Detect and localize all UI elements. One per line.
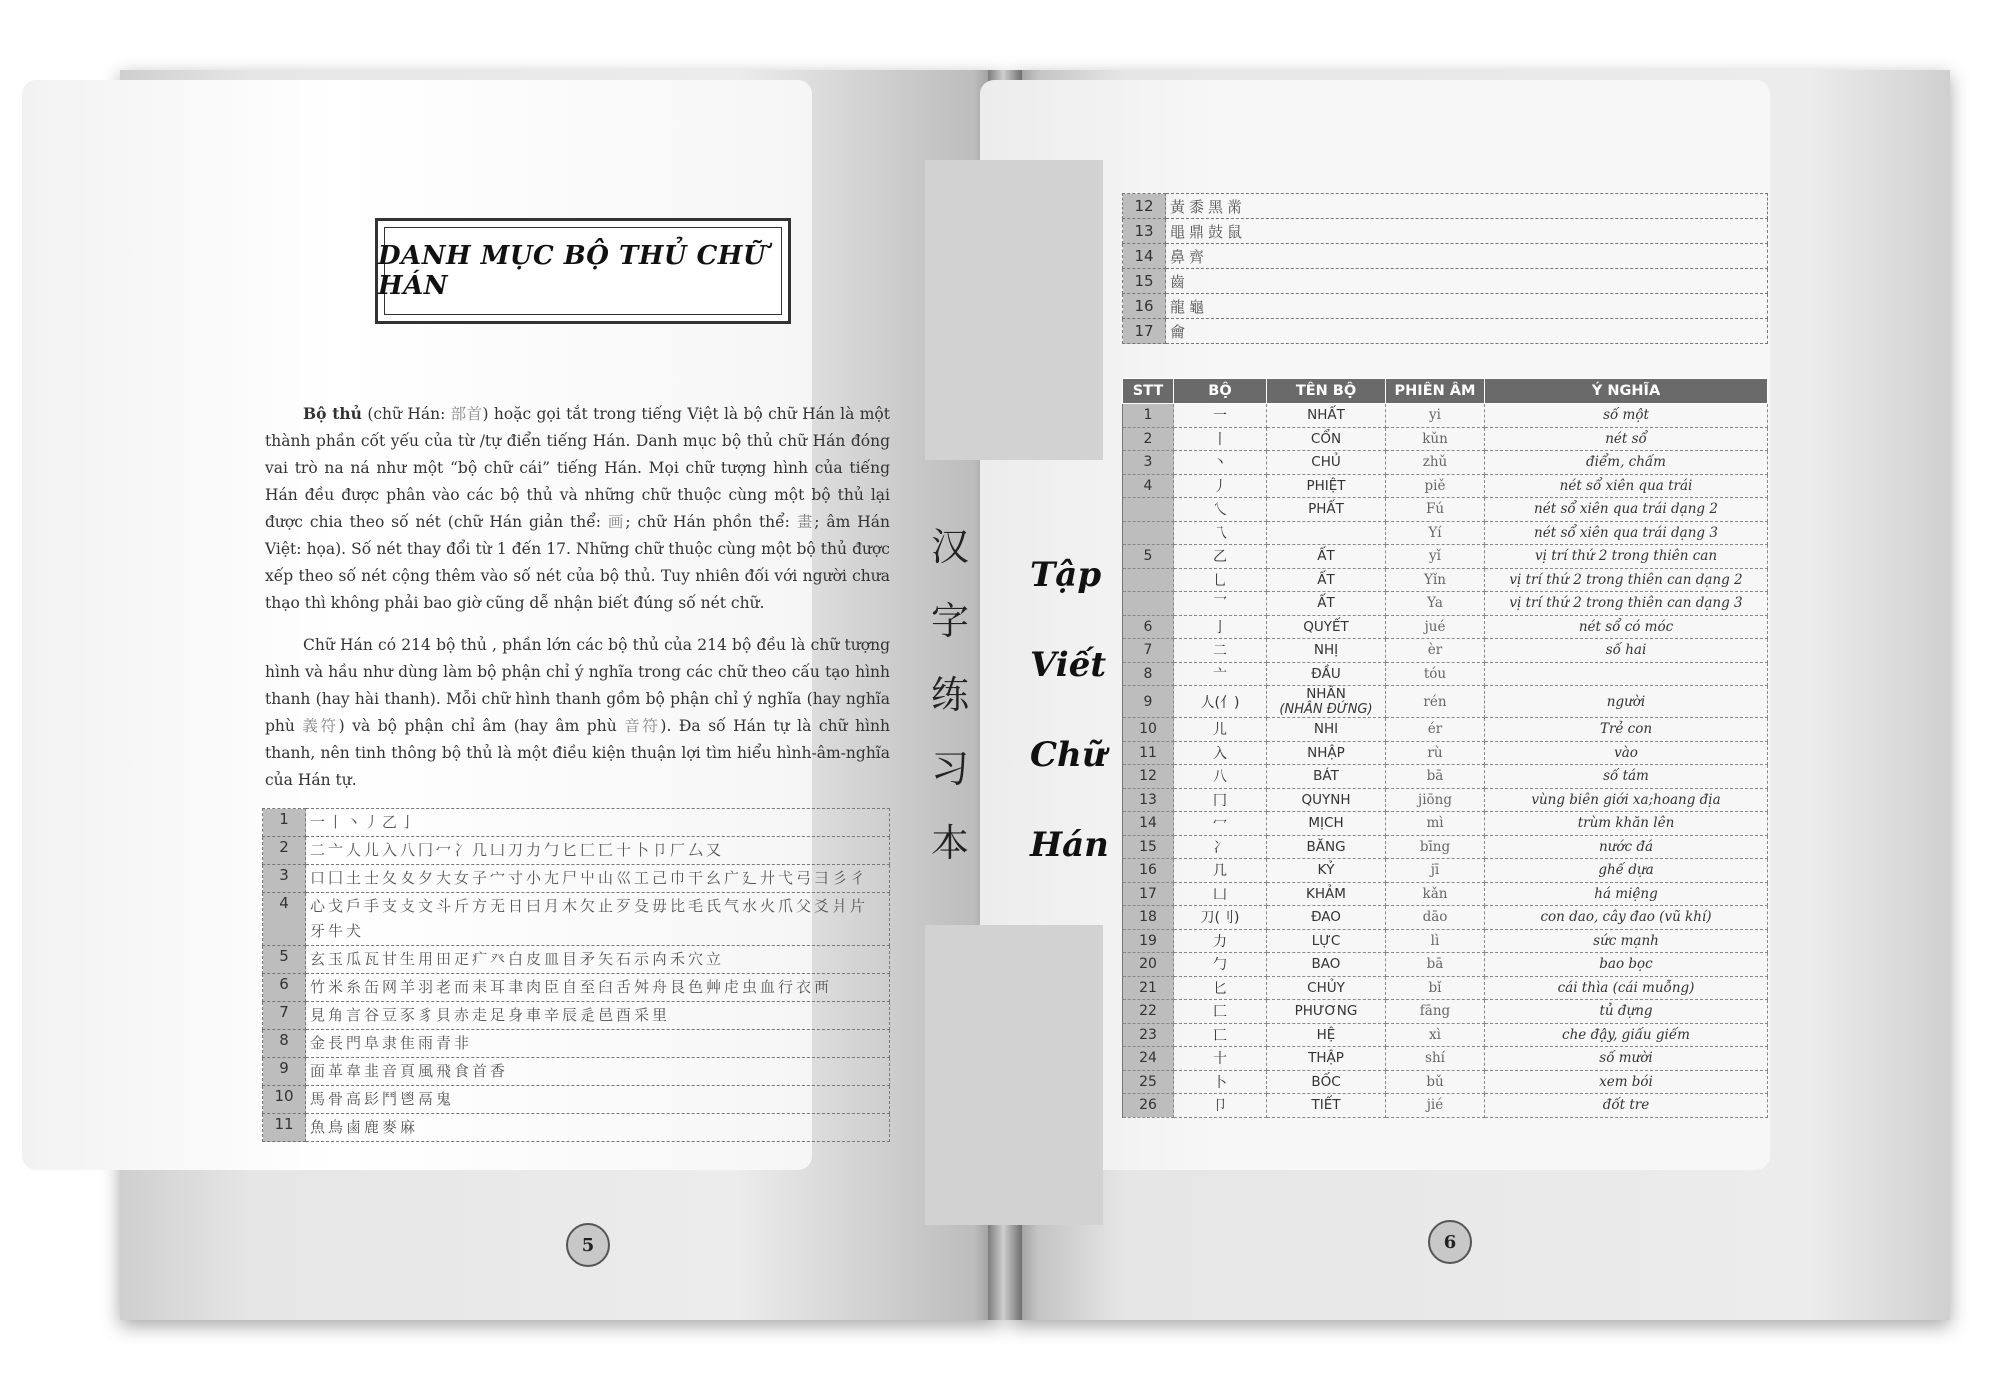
radical-meaning: số mười [1485, 1047, 1768, 1071]
radical-stt: 8 [1123, 662, 1174, 686]
radical-row [1123, 741, 1768, 765]
stroke-count: 17 [1123, 319, 1166, 344]
radical-stt: 13 [1123, 788, 1174, 812]
radical-char: 丨 [1174, 427, 1267, 451]
radical-name: CHỦY [1267, 976, 1386, 1000]
radical-stt: 2 [1123, 427, 1174, 451]
spine-vietnamese-title: Tập Viết Chữ Hán [1030, 555, 1109, 865]
radical-row [1123, 662, 1768, 686]
radical-list: 黃黍黑黹 [1166, 194, 1768, 219]
stroke-row [263, 1030, 890, 1058]
radical-list: 鼻齊 [1166, 244, 1768, 269]
radical-char: 冂 [1174, 788, 1267, 812]
radical-meaning: ghế dựa [1485, 859, 1768, 883]
radical-char: 卩 [1174, 1094, 1267, 1118]
radical-stt [1123, 568, 1174, 592]
radical-row [1123, 1047, 1768, 1071]
radical-pinyin: rén [1386, 686, 1485, 718]
radical-row [1123, 686, 1768, 718]
stroke-count: 4 [263, 893, 306, 946]
radical-char: 力 [1174, 929, 1267, 953]
radical-meaning: bao bọc [1485, 953, 1768, 977]
stroke-count-table-continued [1122, 193, 1768, 344]
radical-meaning: số tám [1485, 765, 1768, 789]
radical-pinyin: Ya [1386, 592, 1485, 616]
radical-list: 金長門阜隶隹雨青非 [306, 1030, 890, 1058]
radical-pinyin: ér [1386, 718, 1485, 742]
radical-char: 亠 [1174, 662, 1267, 686]
radical-stt: 26 [1123, 1094, 1174, 1118]
radical-row [1123, 953, 1768, 977]
radical-meaning: che đậy, giấu giếm [1485, 1023, 1768, 1047]
radical-list: 口囗土士夂夊夕大女子宀寸小尢尸屮山巛工己巾干幺广廴廾弋弓彐彡彳 [306, 865, 890, 893]
radical-list: 一丨丶丿乙亅 [306, 809, 890, 837]
radical-stt: 20 [1123, 953, 1174, 977]
radical-pinyin: Yǐn [1386, 568, 1485, 592]
radical-pinyin: xì [1386, 1023, 1485, 1047]
radical-pinyin: kǎn [1386, 882, 1485, 906]
radical-pinyin: yi [1386, 404, 1485, 428]
radical-pinyin: bǐ [1386, 976, 1485, 1000]
radical-pinyin: èr [1386, 639, 1485, 663]
radical-meaning: nước đá [1485, 835, 1768, 859]
stroke-count: 2 [263, 837, 306, 865]
stroke-count: 9 [263, 1058, 306, 1086]
radical-stt: 11 [1123, 741, 1174, 765]
spine-band-bottom [925, 925, 1103, 1225]
radical-pinyin: bā [1386, 953, 1485, 977]
radical-name: ĐAO [1267, 906, 1386, 930]
radical-row [1123, 929, 1768, 953]
radical-stt: 14 [1123, 812, 1174, 836]
radical-name-variant: (NHÂN ĐỨNG) [1279, 702, 1373, 717]
radical-stt: 4 [1123, 474, 1174, 498]
radical-row [1123, 568, 1768, 592]
radical-meaning: con dao, cây đao (vũ khí) [1485, 906, 1768, 930]
radical-name [1267, 686, 1386, 718]
radical-list: 魚鳥鹵鹿麥麻 [306, 1114, 890, 1142]
radical-list: 竹米糸缶网羊羽老而耒耳聿肉臣自至臼舌舛舟艮色艸虍虫血行衣襾 [306, 974, 890, 1002]
stroke-count: 14 [1123, 244, 1166, 269]
radical-char: 勹 [1174, 953, 1267, 977]
radical-stt: 16 [1123, 859, 1174, 883]
radical-meaning: há miệng [1485, 882, 1768, 906]
page-number-right: 6 [1428, 1220, 1472, 1264]
stroke-row [263, 1086, 890, 1114]
intro-paragraph-1: Bộ thủ (chữ Hán: 部首) hoặc gọi tắt trong tiếng Việt là bộ chữ Hán là một thành phần cốt yếu của từ /tự điển tiếng Hán. Danh mục bộ thủ chữ Hán đóng vai trò na ná như một “bộ chữ cái” tiếng Hán. Mọi chữ tượng hình của tiếng Hán đều được phân vào các bộ thủ và những chữ thuộc cùng một bộ thủ lại được chia theo số nét (chữ Hán giản thể: 画; chữ Hán phồn thể: 畫; âm Hán Việt: họa). Số nét thay đổi từ 1 đến 17. Những chữ thuộc cùng một bộ thủ được xếp theo số nét cộng thêm vào số nét của bộ thủ. Tuy nhiên đối với người chưa thạo thì không phải bao giờ cũng dễ nhận biết đúng số nét chữ. [265, 404, 890, 612]
radical-row [1123, 615, 1768, 639]
radical-name: HỆ [1267, 1023, 1386, 1047]
radical-name: NHẤT [1267, 404, 1386, 428]
radical-name-main: NHÂN [1306, 686, 1346, 702]
radical-name: QUYẾT [1267, 615, 1386, 639]
header-stt: STT [1123, 379, 1174, 404]
radical-name: CỔN [1267, 427, 1386, 451]
stroke-row [263, 809, 890, 837]
radical-list: 龍龜 [1166, 294, 1768, 319]
stroke-count: 11 [263, 1114, 306, 1142]
radical-row [1123, 788, 1768, 812]
radical-name: NHỊ [1267, 639, 1386, 663]
page-number-left: 5 [566, 1223, 610, 1267]
radical-name: PHƯƠNG [1267, 1000, 1386, 1024]
radical-char: 乀 [1174, 498, 1267, 522]
radical-char: 亅 [1174, 615, 1267, 639]
radical-name: LỰC [1267, 929, 1386, 953]
radical-pinyin: bīng [1386, 835, 1485, 859]
radical-meaning: Trẻ con [1485, 718, 1768, 742]
stroke-count: 6 [263, 974, 306, 1002]
radical-meaning: vào [1485, 741, 1768, 765]
radical-pinyin: mì [1386, 812, 1485, 836]
radical-row [1123, 521, 1768, 545]
stroke-row [263, 893, 890, 946]
radical-pinyin: jué [1386, 615, 1485, 639]
radical-pinyin: lì [1386, 929, 1485, 953]
stroke-count: 7 [263, 1002, 306, 1030]
radical-meaning: nét sổ [1485, 427, 1768, 451]
header-y-nghia: Ý NGHĨA [1485, 379, 1768, 404]
header-phien-am: PHIÊN ÂM [1386, 379, 1485, 404]
radical-name: NHI [1267, 718, 1386, 742]
radical-meaning: vị trí thứ 2 trong thiên can dạng 3 [1485, 592, 1768, 616]
radical-char: 二 [1174, 639, 1267, 663]
radical-list: 面革韋韭音頁風飛食首香 [306, 1058, 890, 1086]
term-bo-thu: Bộ thủ [303, 404, 362, 423]
radical-pinyin: bā [1386, 765, 1485, 789]
radical-pinyin: jiōng [1386, 788, 1485, 812]
radical-stt: 10 [1123, 718, 1174, 742]
radical-row [1123, 474, 1768, 498]
radical-pinyin: shí [1386, 1047, 1485, 1071]
stroke-row [1123, 219, 1768, 244]
radical-pinyin: piě [1386, 474, 1485, 498]
radical-char: 十 [1174, 1047, 1267, 1071]
radical-meaning: nét sổ xiên qua trái dạng 3 [1485, 521, 1768, 545]
radical-meaning: số hai [1485, 639, 1768, 663]
radical-name: ẤT [1267, 545, 1386, 569]
stroke-row [1123, 294, 1768, 319]
radical-name: BĂNG [1267, 835, 1386, 859]
radical-char: 乙 [1174, 545, 1267, 569]
radical-char: 凵 [1174, 882, 1267, 906]
radical-row [1123, 592, 1768, 616]
radical-row [1123, 906, 1768, 930]
radical-row [1123, 882, 1768, 906]
radical-name: PHIỆT [1267, 474, 1386, 498]
radical-stt: 17 [1123, 882, 1174, 906]
radical-meaning: trùm khăn lên [1485, 812, 1768, 836]
radical-meaning: đốt tre [1485, 1094, 1768, 1118]
stroke-row [263, 1002, 890, 1030]
radical-list: 見角言谷豆豕豸貝赤走足身車辛辰辵邑酉采里 [306, 1002, 890, 1030]
radical-stt: 9 [1123, 686, 1174, 718]
radical-row [1123, 859, 1768, 883]
radical-char: 丿 [1174, 474, 1267, 498]
radical-meaning: số một [1485, 404, 1768, 428]
radical-char: 儿 [1174, 718, 1267, 742]
radical-row [1123, 1094, 1768, 1118]
radical-name: MỊCH [1267, 812, 1386, 836]
radical-meaning: cái thìa (cái muỗng) [1485, 976, 1768, 1000]
radical-meaning: xem bói [1485, 1070, 1768, 1094]
radical-char: 匕 [1174, 976, 1267, 1000]
radical-meaning: nét sổ xiên qua trái [1485, 474, 1768, 498]
radical-meaning: người [1485, 686, 1768, 718]
radical-pinyin: dāo [1386, 906, 1485, 930]
radical-meaning: vị trí thứ 2 trong thiên can [1485, 545, 1768, 569]
stroke-count-table [262, 808, 890, 1142]
radical-stt: 7 [1123, 639, 1174, 663]
radical-pinyin: jié [1386, 1094, 1485, 1118]
radical-stt: 23 [1123, 1023, 1174, 1047]
radical-list: 心戈戶手支攴文斗斤方无日曰月木欠止歹殳毋比毛氏气水火爪父爻爿片牙牛犬 [306, 893, 890, 946]
header-ten-bo: TÊN BỘ [1267, 379, 1386, 404]
radical-char: 乁 [1174, 521, 1267, 545]
stroke-row [263, 1058, 890, 1086]
radical-meaning: điểm, chấm [1485, 451, 1768, 475]
radical-stt: 22 [1123, 1000, 1174, 1024]
radical-pinyin: kǔn [1386, 427, 1485, 451]
radical-stt: 18 [1123, 906, 1174, 930]
radical-stt: 12 [1123, 765, 1174, 789]
stroke-count: 15 [1123, 269, 1166, 294]
radical-char: 乚 [1174, 568, 1267, 592]
radical-pinyin: Fú [1386, 498, 1485, 522]
radical-stt: 6 [1123, 615, 1174, 639]
radical-row [1123, 1000, 1768, 1024]
radical-pinyin: rù [1386, 741, 1485, 765]
header-bo: BỘ [1174, 379, 1267, 404]
stroke-row [263, 837, 890, 865]
radical-name: THẬP [1267, 1047, 1386, 1071]
radical-pinyin: zhǔ [1386, 451, 1485, 475]
radical-meaning: nét sổ có móc [1485, 615, 1768, 639]
radical-stt: 25 [1123, 1070, 1174, 1094]
radical-name: BÁT [1267, 765, 1386, 789]
radical-row [1123, 545, 1768, 569]
radical-stt: 19 [1123, 929, 1174, 953]
stroke-row [1123, 244, 1768, 269]
stroke-count: 1 [263, 809, 306, 837]
stroke-count: 5 [263, 946, 306, 974]
radical-meaning: vị trí thứ 2 trong thiên can dạng 2 [1485, 568, 1768, 592]
radical-pinyin: Yí [1386, 521, 1485, 545]
radical-stt [1123, 498, 1174, 522]
stroke-row [263, 1114, 890, 1142]
radical-row [1123, 835, 1768, 859]
radical-stt: 5 [1123, 545, 1174, 569]
radical-char: 一 [1174, 404, 1267, 428]
radical-stt [1123, 592, 1174, 616]
radical-name: BỐC [1267, 1070, 1386, 1094]
radical-list: 二亠人儿入八冂冖冫几凵刀力勹匕匚匸十卜卩厂厶又 [306, 837, 890, 865]
stroke-count: 3 [263, 865, 306, 893]
intro-paragraph-2: Chữ Hán có 214 bộ thủ , phần lớn các bộ thủ của 214 bộ đều là chữ tượng hình và hầu như dùng làm bộ phận chỉ ý nghĩa trong các chữ theo cấu tạo hình thanh (hay hài thanh). Mỗi chữ hình thanh gồm bộ phận chỉ ý nghĩa (hay nghĩa phù 義符) và bộ phận chỉ âm (hay âm phù 音符). Đa số Hán tự là chữ hình thanh, nên tinh thông bộ thủ là một điều kiện thuận lợi tìm hiểu hình-âm-nghĩa của Hán tự. [265, 636, 890, 789]
radical-table [1122, 378, 1768, 1118]
radical-stt: 24 [1123, 1047, 1174, 1071]
stroke-row [1123, 269, 1768, 294]
radical-row [1123, 451, 1768, 475]
radical-char: 卜 [1174, 1070, 1267, 1094]
stroke-count: 10 [263, 1086, 306, 1114]
radical-name: ẤT [1267, 568, 1386, 592]
page-title: DANH MỤC BỘ THỦ CHỮ HÁN [378, 241, 767, 301]
radical-table-header [1123, 379, 1768, 404]
radical-row [1123, 812, 1768, 836]
radical-list: 黽鼎鼓鼠 [1166, 219, 1768, 244]
radical-char: 入 [1174, 741, 1267, 765]
radical-name: KHẢM [1267, 882, 1386, 906]
radical-list: 龠 [1166, 319, 1768, 344]
radical-list: 玄玉瓜瓦甘生用田疋疒癶白皮皿目矛矢石示禸禾穴立 [306, 946, 890, 974]
radical-row [1123, 498, 1768, 522]
radical-row [1123, 639, 1768, 663]
radical-char: 匚 [1174, 1000, 1267, 1024]
spine-chinese-title: 汉 字 练 习 本 [930, 525, 969, 865]
stroke-row [263, 974, 890, 1002]
radical-row [1123, 765, 1768, 789]
radical-meaning: sức mạnh [1485, 929, 1768, 953]
radical-name: BAO [1267, 953, 1386, 977]
radical-name: QUYNH [1267, 788, 1386, 812]
radical-pinyin: bǔ [1386, 1070, 1485, 1094]
radical-name [1267, 521, 1386, 545]
radical-pinyin: yǐ [1386, 545, 1485, 569]
radical-row [1123, 1023, 1768, 1047]
radical-row [1123, 427, 1768, 451]
radical-name: PHẤT [1267, 498, 1386, 522]
stroke-count: 8 [263, 1030, 306, 1058]
radical-name: KỶ [1267, 859, 1386, 883]
radical-name: CHỦ [1267, 451, 1386, 475]
radical-pinyin: tóu [1386, 662, 1485, 686]
stroke-row [263, 865, 890, 893]
radical-char: 乛 [1174, 592, 1267, 616]
radical-row [1123, 718, 1768, 742]
radical-meaning [1485, 662, 1768, 686]
radical-char: 八 [1174, 765, 1267, 789]
radical-char: 冖 [1174, 812, 1267, 836]
radical-name: ẤT [1267, 592, 1386, 616]
radical-char: 匸 [1174, 1023, 1267, 1047]
radical-stt: 15 [1123, 835, 1174, 859]
spine-band-top [925, 160, 1103, 460]
radical-char: 人(亻) [1174, 686, 1267, 718]
radical-name: NHẬP [1267, 741, 1386, 765]
radical-stt: 1 [1123, 404, 1174, 428]
radical-stt: 3 [1123, 451, 1174, 475]
radical-name: TIẾT [1267, 1094, 1386, 1118]
radical-meaning: vùng biên giới xa;hoang địa [1485, 788, 1768, 812]
stroke-row [1123, 194, 1768, 219]
stroke-count: 13 [1123, 219, 1166, 244]
radical-stt [1123, 521, 1174, 545]
page-title-frame [375, 218, 791, 324]
radical-row [1123, 1070, 1768, 1094]
radical-list: 馬骨高髟鬥鬯鬲鬼 [306, 1086, 890, 1114]
radical-list: 齒 [1166, 269, 1768, 294]
radical-meaning: tủ đựng [1485, 1000, 1768, 1024]
radical-char: 丶 [1174, 451, 1267, 475]
radical-row [1123, 404, 1768, 428]
stroke-count: 16 [1123, 294, 1166, 319]
radical-row [1123, 976, 1768, 1000]
radical-meaning: nét sổ xiên qua trái dạng 2 [1485, 498, 1768, 522]
radical-char: 冫 [1174, 835, 1267, 859]
radical-name: ĐẦU [1267, 662, 1386, 686]
stroke-row [1123, 319, 1768, 344]
stroke-row [263, 946, 890, 974]
radical-stt: 21 [1123, 976, 1174, 1000]
radical-pinyin: jī [1386, 859, 1485, 883]
radical-char: 几 [1174, 859, 1267, 883]
radical-pinyin: fāng [1386, 1000, 1485, 1024]
radical-char: 刀(刂) [1174, 906, 1267, 930]
stroke-count: 12 [1123, 194, 1166, 219]
